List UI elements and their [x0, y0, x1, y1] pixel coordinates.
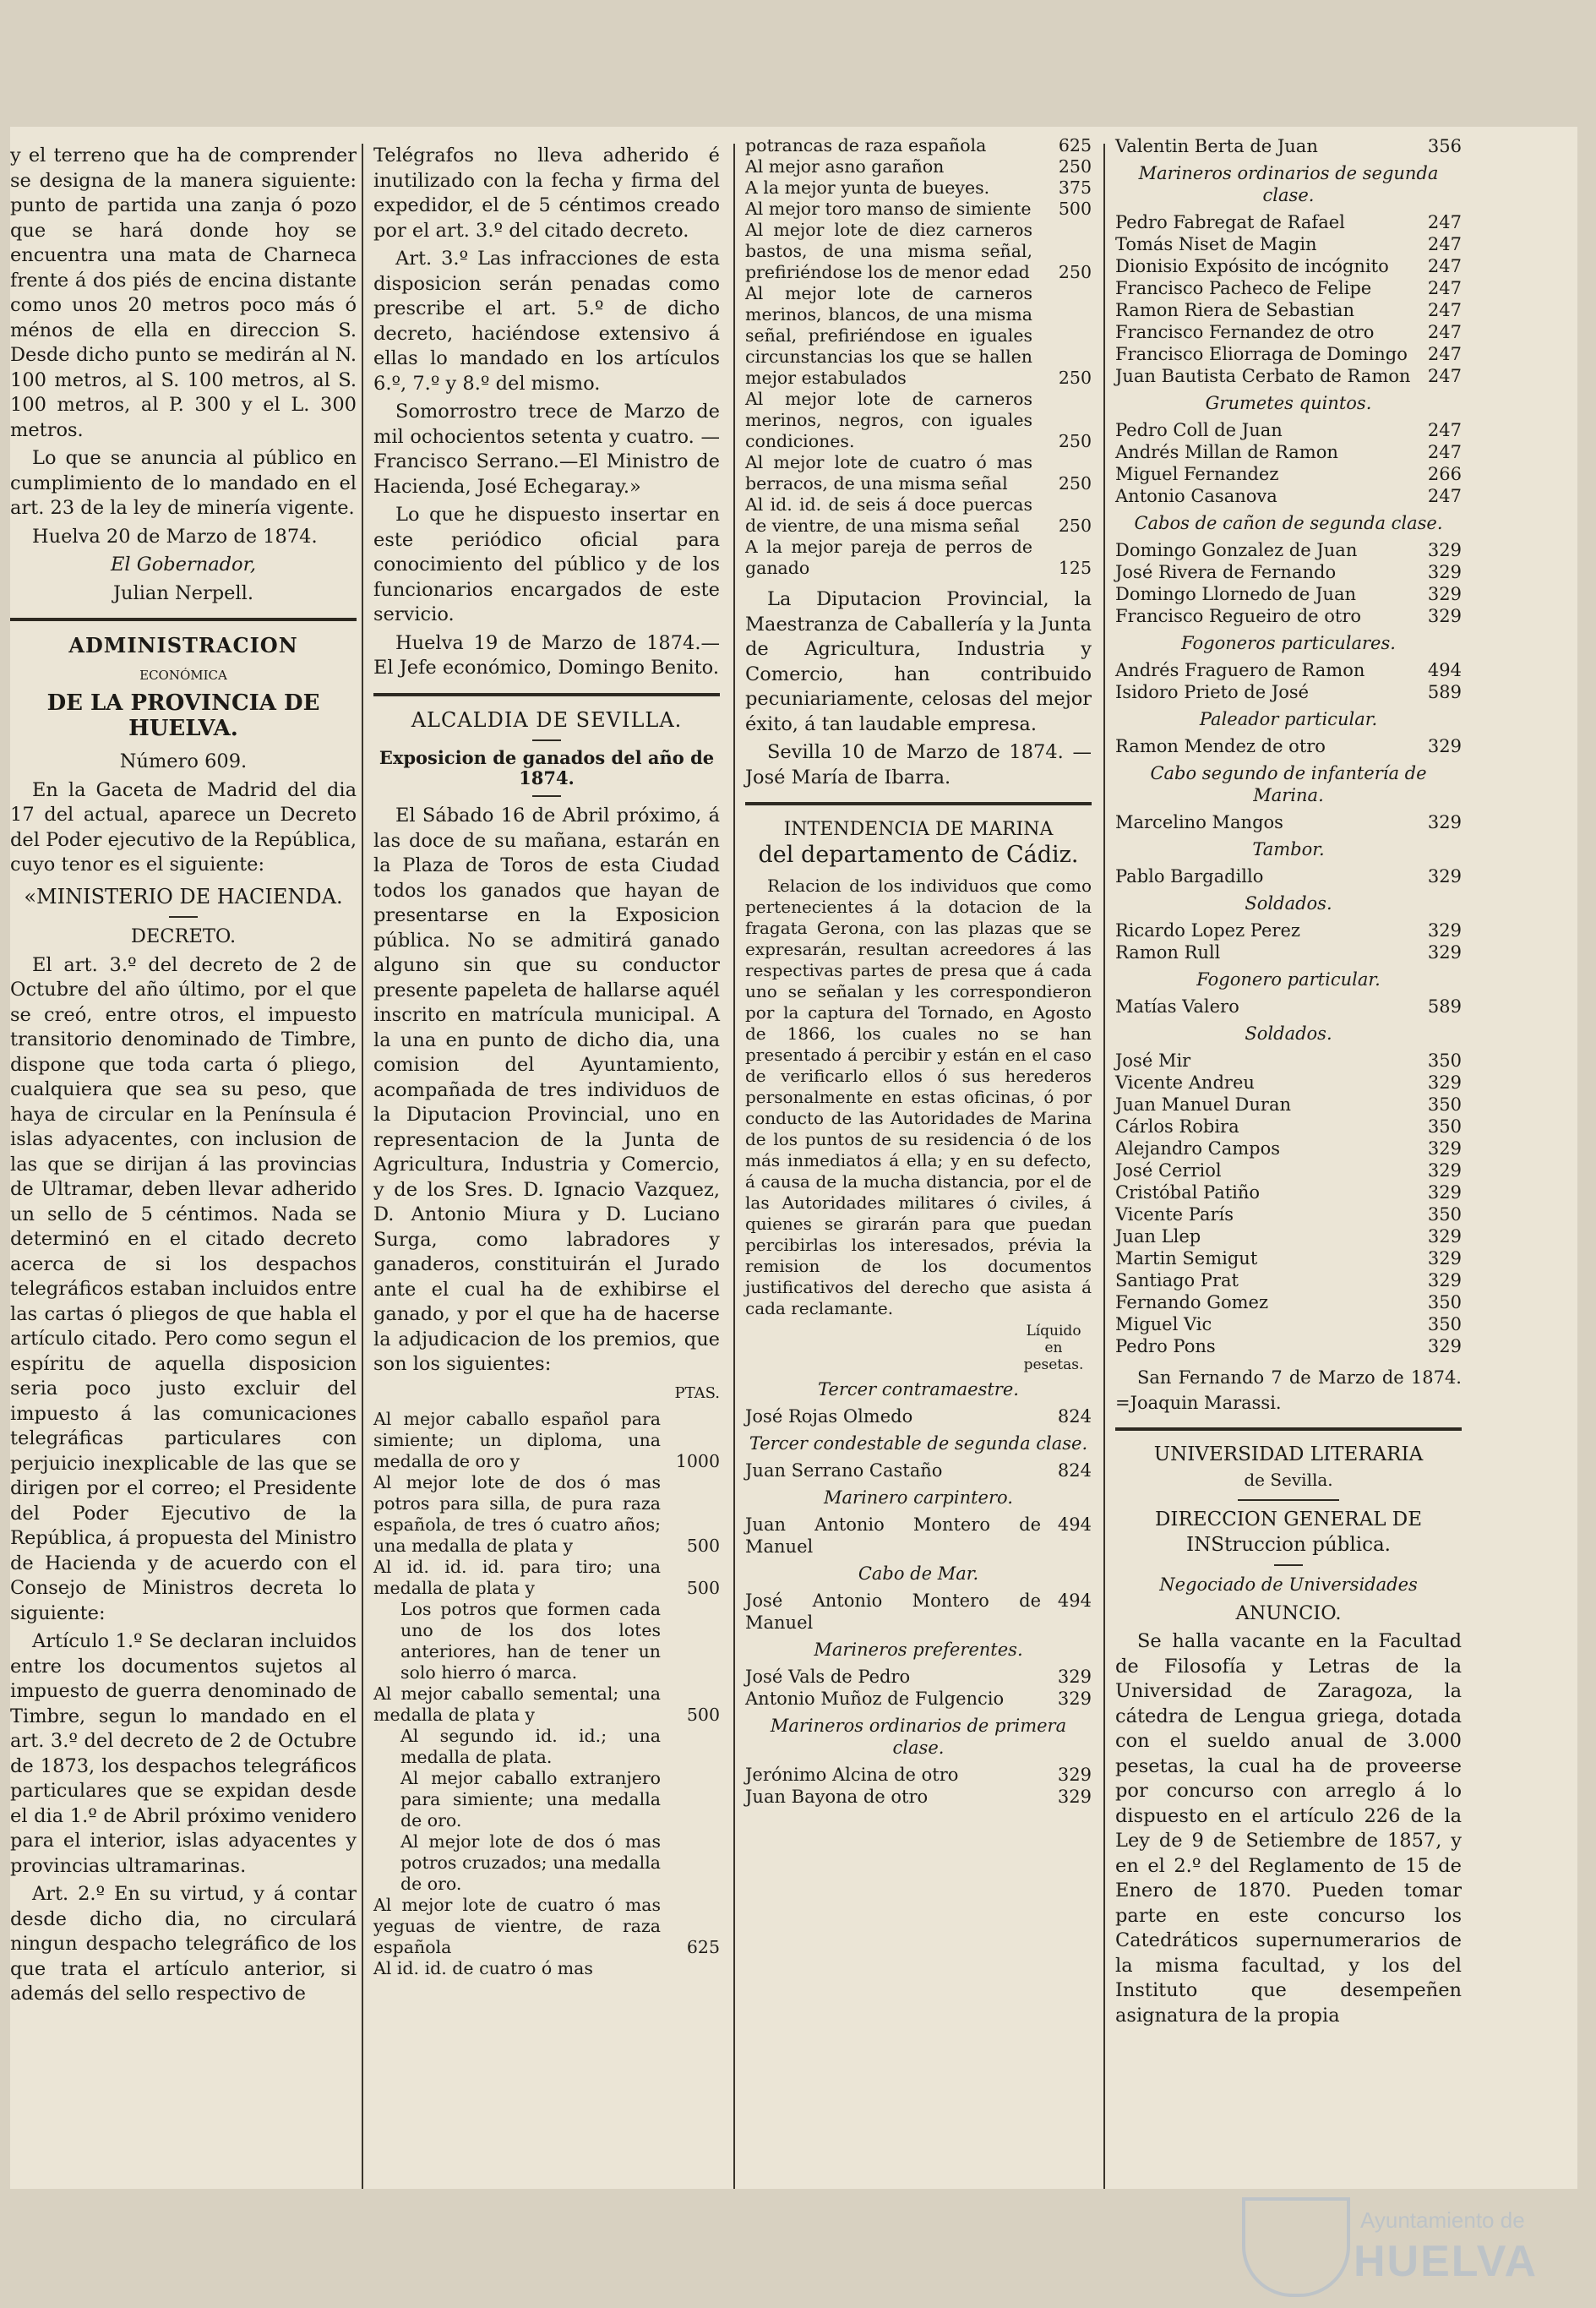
crew-name: Marcelino Mangos — [1115, 812, 1283, 832]
ptas-header: PTAS. — [674, 1383, 720, 1402]
crew-name: Francisco Pacheco de Felipe — [1115, 278, 1372, 298]
sevilla-date: Sevilla 10 de Marzo de 1874. —José María de Ibarra. — [745, 741, 1092, 788]
section-divider — [745, 802, 1092, 805]
category-heading: Cabo segundo de infantería de Marina. — [1150, 763, 1427, 805]
crew-name: José Rivera de Fernando — [1115, 562, 1337, 582]
list-item — [1115, 561, 1462, 583]
list-item — [1115, 865, 1462, 887]
crew-name: José Cerriol — [1115, 1160, 1222, 1181]
prize-item — [745, 452, 1092, 494]
category-heading: Soldados. — [1245, 1023, 1332, 1044]
crew-amount: 329 — [1057, 1689, 1092, 1709]
crew-amount: 329 — [1427, 920, 1462, 941]
category-heading: Grumetes quintos. — [1205, 393, 1372, 413]
prize-item — [373, 1831, 720, 1895]
watermark-line2: HUELVA — [1354, 2237, 1539, 2286]
closing-line: San Fernando 7 de Marzo de 1874. =Joaquin Marassi. — [1115, 1367, 1462, 1413]
list-item — [745, 1666, 1092, 1688]
crew-amount: 329 — [1057, 1765, 1092, 1785]
crew-name: Pablo Bargadillo — [1115, 866, 1264, 887]
crew-amount: 266 — [1427, 464, 1462, 484]
signer-name: Julian Nerpell. — [113, 581, 253, 604]
mining-text: y el terreno que ha de comprender se designa de la manera siguiente: punto de partida una zanja ó pozo que se hará donde hoy se encuentra una mata de Charneca frente á dos piés de encina distante como unos 20 metros poco más ó ménos de ella en direccion S. Desde dicho punto se medirán al N. 100 metros, al S. 100 metros, al S. 100 metros, al P. 300 y el L. 300 metros. — [10, 145, 357, 441]
list-item — [1115, 811, 1462, 833]
diputacion-text: La Diputacion Provincial, la Maestranza de Caballería y la Junta de Agricultura, Industria y Comercio, han contribuido pecuniariamente, celosas del mejor éxito, á tan laudable empresa. — [745, 588, 1092, 735]
ministry-heading: «MINISTERIO DE HACIENDA. — [24, 884, 343, 908]
crew-amount: 350 — [1427, 1094, 1462, 1115]
prize-text: Al mejor caballo extranjero para simiente; una medalla de oro. — [400, 1768, 661, 1831]
prize-value: 250 — [1058, 156, 1092, 177]
prize-value: 250 — [1058, 516, 1092, 536]
dash-divider — [1238, 1499, 1339, 1501]
list-item: Valentin Berta de Juan 356 — [1115, 136, 1462, 156]
dash-divider — [1274, 1564, 1303, 1566]
crew-name: Dionisio Expósito de incógnito — [1115, 256, 1389, 276]
prize-text: Al mejor lote de carneros merinos, blancos, de una misma señal, prefiriéndose en iguales circunstancias los que se hallen mejor estabulados — [745, 283, 1032, 388]
crew-name: Matías Valero — [1115, 996, 1239, 1017]
crew-amount: 329 — [1427, 1182, 1462, 1203]
section-subheading: ECONÓMICA — [139, 667, 227, 683]
crew-name: Francisco Regueiro de otro — [1115, 606, 1362, 626]
exposition-text: El Sábado 16 de Abril próximo, á las doce de su mañana, estarán en la Plaza de Toros de esta Ciudad todos los ganados que hayan de presentarse en la Exposicion pública. No se admitirá ganado alguno sin que su conductor presente papeleta de hallarse aquél inscrito en matrícula municipal. A la una en punto de dicho dia, una comision del Ayuntamiento, acompañada de tres individuos de la Diputacion Provincial, uno en representacion de la Junta de Agricultura, Industria y Comercio, y de los Sres. D. Ignacio Vazquez, D. Antonio Miura y D. Luciano Surga, como labradores y ganaderos, constituirán el Jurado ante el cual ha de exhibirse el ganado, y por el que ha de hacerse la adjudicacion de los premios, que son los siguientes: — [373, 805, 720, 1375]
list-item — [1115, 419, 1462, 441]
prize-text: Al id. id. id. para tiro; una medalla de plata y — [373, 1557, 661, 1598]
crew-list — [1115, 162, 1462, 1357]
prize-item — [373, 1409, 720, 1472]
crew-amount: 329 — [1427, 1336, 1462, 1356]
crew-name: Ramon Mendez de otro — [1115, 736, 1326, 756]
prize-text: potrancas de raza española — [745, 135, 987, 156]
crew-name: Jerónimo Alcina de otro — [745, 1765, 959, 1785]
crew-name: Juan Manuel Duran — [1115, 1094, 1292, 1115]
list-item — [1115, 485, 1462, 507]
crew-name: Ramon Riera de Sebastian — [1115, 300, 1355, 320]
column-rule — [1103, 144, 1105, 2189]
prize-item — [373, 1726, 720, 1768]
negociado-heading: Negociado de Universidades — [1159, 1574, 1418, 1595]
category-heading: Fogoneros particulares. — [1181, 633, 1396, 653]
crew-name: Tomás Niset de Magin — [1115, 234, 1317, 254]
crew-amount: 247 — [1427, 344, 1462, 364]
crew-name: Cristóbal Patiño — [1115, 1182, 1261, 1203]
crew-amount: 329 — [1427, 1270, 1462, 1290]
category-heading: Fogonero particular. — [1196, 969, 1381, 990]
crew-name: Santiago Prat — [1115, 1270, 1239, 1290]
list-item — [1115, 941, 1462, 963]
exposition-title: Exposicion de ganados del año de 1874. — [379, 747, 715, 788]
prize-item — [373, 1599, 720, 1683]
list-item — [745, 1514, 1092, 1558]
prize-text: Al mejor lote de dos ó mas potros para silla, de pura raza española, de tres ó cuatro años; una medalla de plata y — [373, 1472, 661, 1556]
crew-amount: 329 — [1427, 1072, 1462, 1093]
crew-name: Antonio Muñoz de Fulgencio — [745, 1689, 1005, 1709]
crew-name: Juan Bautista Cerbato de Ramon — [1115, 366, 1411, 386]
section-divider — [1115, 1427, 1462, 1431]
crew-amount: 247 — [1427, 322, 1462, 342]
crew-amount: 329 — [1427, 736, 1462, 756]
list-item — [1115, 255, 1462, 277]
intendencia-heading: INTENDENCIA DE MARINA — [783, 819, 1054, 840]
category-heading: Tercer condestable de segunda clase. — [749, 1433, 1088, 1454]
crew-name: Juan Bayona de otro — [745, 1787, 929, 1807]
sevilla-subheading: de Sevilla. — [1244, 1469, 1333, 1490]
crew-name: Domingo Llornedo de Juan — [1115, 584, 1356, 604]
crew-amount: 329 — [1427, 584, 1462, 604]
crew-amount: 589 — [1427, 682, 1462, 702]
list-item — [1115, 1094, 1462, 1116]
direccion-heading: DIRECCION GENERAL DE INStruccion pública. — [1154, 1509, 1423, 1556]
prize-text: Al mejor caballo semental; una medalla de plata y — [373, 1683, 661, 1725]
crew-name: Andrés Millan de Ramon — [1115, 442, 1338, 462]
list-item — [1115, 441, 1462, 463]
crew-amount: 247 — [1427, 300, 1462, 320]
crew-amount: 247 — [1427, 212, 1462, 232]
prize-text: Al mejor toro manso de simiente — [745, 199, 1032, 219]
crew-name: Andrés Fraguero de Ramon — [1115, 660, 1365, 680]
category-heading: Soldados. — [1245, 893, 1332, 914]
list-item — [1115, 299, 1462, 321]
category-heading: Marineros ordinarios de primera clase. — [770, 1716, 1067, 1758]
prize-item — [373, 1895, 720, 1958]
decree-cont: Telégrafos no lleva adherido é inutilizado con la fecha y firma del expedidor, el de 5 céntimos creado por el art. 3.º del citado decreto. — [373, 145, 720, 242]
crew-name: Martin Semigut — [1115, 1248, 1258, 1269]
list-item — [745, 1590, 1092, 1634]
list-item — [1115, 1072, 1462, 1094]
crew-list — [745, 1378, 1092, 1808]
list-item — [1115, 1138, 1462, 1159]
prize-text: A la mejor yunta de bueyes. — [745, 177, 990, 198]
crew-name: Vicente Andreu — [1115, 1072, 1255, 1093]
prize-value: 250 — [1058, 262, 1092, 282]
prize-value: 1000 — [675, 1451, 720, 1471]
list-item — [1115, 277, 1462, 299]
category-heading: Marineros ordinarios de segunda clase. — [1138, 163, 1439, 205]
crew-amount: 247 — [1427, 256, 1462, 276]
list-item — [745, 1786, 1092, 1808]
crew-amount: 247 — [1427, 486, 1462, 506]
prize-text: Al mejor lote de dos ó mas potros cruzados; una medalla de oro. — [400, 1831, 661, 1894]
column-4 — [1115, 135, 1462, 2032]
prize-text: Al mejor lote de carneros merinos, negros, con iguales condiciones. — [745, 389, 1032, 451]
signer-role: El Gobernador, — [110, 554, 257, 576]
crew-name: Isidoro Prieto de José — [1115, 682, 1310, 702]
watermark-logo — [1242, 2197, 1580, 2290]
prize-item — [745, 199, 1092, 220]
crew-amount: 329 — [1427, 1226, 1462, 1247]
prize-item — [745, 135, 1092, 156]
prize-value: 250 — [1058, 431, 1092, 451]
alcaldia-heading: ALCALDIA DE SEVILLA. — [411, 707, 683, 732]
prize-item — [373, 1472, 720, 1557]
crew-amount: 329 — [1427, 606, 1462, 626]
prize-text: Al id. id. de seis á doce puercas de vientre, de una misma señal — [745, 494, 1032, 536]
prize-item — [373, 1958, 720, 1979]
crew-name: Juan Serrano Castaño — [745, 1460, 943, 1481]
crew-name: Francisco Eliorraga de Domingo — [1115, 344, 1408, 364]
crew-amount: 329 — [1427, 540, 1462, 560]
crew-amount: 494 — [1057, 1514, 1092, 1535]
crew-name: José Vals de Pedro — [745, 1667, 911, 1687]
crew-amount: 247 — [1427, 278, 1462, 298]
list-item — [745, 1460, 1092, 1481]
crew-name: Ricardo Lopez Perez — [1115, 920, 1300, 941]
anuncio-heading: ANUNCIO. — [1235, 1601, 1342, 1624]
prize-value: 375 — [1058, 177, 1092, 198]
prize-value: 500 — [686, 1578, 720, 1598]
crew-name: Francisco Fernandez de otro — [1115, 322, 1375, 342]
crew-name: Fernando Gomez — [1115, 1292, 1269, 1312]
prize-item — [745, 156, 1092, 177]
list-item — [1115, 1335, 1462, 1357]
list-item — [1115, 735, 1462, 757]
section-divider — [373, 693, 720, 696]
section-heading-province: DE LA PROVINCIA DE HUELVA. — [46, 690, 320, 741]
list-item — [1115, 233, 1462, 255]
crew-amount: 329 — [1427, 1138, 1462, 1159]
category-heading: Tambor. — [1252, 839, 1325, 859]
crew-amount: 329 — [1427, 942, 1462, 963]
gaceta-text: En la Gaceta de Madrid del dia 17 del actual, aparece un Decreto del Poder ejecutivo de la República, cuyo tenor es el siguiente: — [10, 778, 357, 876]
list-item — [745, 1764, 1092, 1786]
prize-item — [373, 1557, 720, 1599]
prize-value: 250 — [1058, 473, 1092, 494]
insert-note: Lo que he dispuesto insertar en este periódico oficial para conocimiento del público y de los funcionarios encargados de este servicio. — [373, 504, 720, 625]
list-item — [1115, 211, 1462, 233]
prize-item — [745, 389, 1092, 452]
category-heading: Marineros preferentes. — [814, 1640, 1023, 1660]
prize-text: A la mejor pareja de perros de ganado — [745, 537, 1032, 578]
crew-amount: 350 — [1427, 1292, 1462, 1312]
section-heading: ADMINISTRACION — [68, 633, 298, 657]
date-line: Huelva 20 de Marzo de 1874. — [32, 525, 318, 548]
prize-value: 500 — [686, 1536, 720, 1556]
list-item — [1115, 1313, 1462, 1335]
prize-text: Al segundo id. id.; una medalla de plata. — [400, 1726, 661, 1767]
list-item — [1115, 321, 1462, 343]
prize-value: 500 — [1058, 199, 1092, 219]
prize-value: 625 — [1058, 135, 1092, 156]
prize-list — [745, 135, 1092, 579]
prize-item — [745, 494, 1092, 537]
crew-amount: 824 — [1057, 1460, 1092, 1481]
list-item — [1115, 996, 1462, 1018]
list-item — [1115, 681, 1462, 703]
list-item — [1115, 1247, 1462, 1269]
crew-name: Juan Antonio Montero de Manuel — [745, 1514, 1041, 1557]
prize-value: 250 — [1058, 368, 1092, 388]
dash-divider — [169, 916, 198, 918]
relacion-text: Relacion de los individuos que como pertenecientes á la dotacion de la fragata Gerona, con las plazas que se expresarán, resultan acreedores á las respectivas partes de presa que á cada uno se señalan y les correspondieron por la captura del Tornado, en Agosto de 1866, los cuales no se han presentado á percibir y están en el caso de verificarlo ellos ó sus herederos personalmente en estas oficinas, ó por conducto de las Autoridades de Marina de los puntos de su residencia ó de los más inmediatos á ella; y en su defecto, á causa de la mucha distancia, por el de las Autoridades militares ó civiles, á quienes se girarán para que puedan percibirlas los interesados, prévia la remision de los documentos justificativos del derecho que asista á cada reclamante. — [745, 876, 1092, 1318]
prize-list — [373, 1409, 720, 1979]
watermark-line1: Ayuntamiento de — [1360, 2207, 1525, 2233]
crew-name: Pedro Fabregat de Rafael — [1115, 212, 1345, 232]
departamento-heading: del departamento de Cádiz. — [758, 841, 1079, 868]
prize-text: Al mejor lote de cuatro ó mas berracos, de una misma señal — [745, 452, 1032, 494]
crew-name: Ramon Rull — [1115, 942, 1221, 963]
list-item — [1115, 1291, 1462, 1313]
category-heading: Cabos de cañon de segunda clase. — [1134, 513, 1443, 533]
prize-text: Al mejor lote de cuatro ó mas yeguas de vientre, de raza española — [373, 1895, 661, 1957]
list-item — [1115, 365, 1462, 387]
list-item — [1115, 919, 1462, 941]
huelva-date: Huelva 19 de Marzo de 1874.— El Jefe económico, Domingo Benito. — [373, 631, 720, 679]
crew-amount: 329 — [1427, 1160, 1462, 1181]
list-item — [1115, 1269, 1462, 1291]
crew-amount: 329 — [1427, 812, 1462, 832]
prize-item — [373, 1768, 720, 1831]
article-1: Artículo 1.º Se declaran incluidos entre los documentos sujetos al impuesto de guerra denominado de Timbre, segun lo mandado en el art. 3.º del decreto de 2 de Octubre de 1873, los despachos telegráficos particulares que se expidan desde el dia 1.º de Abril próximo venidero para el interior, islas adyacentes y provincias ultramarinas. — [10, 1630, 357, 1877]
dash-divider — [532, 795, 561, 797]
crew-name: Juan Llep — [1115, 1226, 1201, 1247]
crew-name: Alejandro Campos — [1115, 1138, 1281, 1159]
category-heading: Marinero carpintero. — [824, 1487, 1013, 1508]
crew-amount: 329 — [1427, 866, 1462, 887]
list-item — [1115, 539, 1462, 561]
crew-amount: 350 — [1427, 1116, 1462, 1137]
crew-name: Miguel Vic — [1115, 1314, 1212, 1334]
section-divider — [10, 618, 357, 621]
crew-amount: 247 — [1427, 420, 1462, 440]
crew-name: José Mir — [1115, 1050, 1191, 1071]
list-item — [1115, 1116, 1462, 1138]
column-2 — [373, 144, 720, 1979]
prize-item — [745, 537, 1092, 579]
crew-name: Pedro Coll de Juan — [1115, 420, 1283, 440]
column-rule — [362, 144, 363, 2189]
list-item — [1115, 605, 1462, 627]
prize-text: Al id. id. de cuatro ó mas — [373, 1958, 593, 1978]
list-item — [1115, 1159, 1462, 1181]
crew-amount: 329 — [1427, 562, 1462, 582]
crew-name: Domingo Gonzalez de Juan — [1115, 540, 1358, 560]
list-item — [745, 1688, 1092, 1710]
prize-text: Al mejor caballo español para simiente; un diploma, una medalla de oro y — [373, 1409, 661, 1471]
list-item — [1115, 1050, 1462, 1072]
list-item — [1115, 1181, 1462, 1203]
crew-amount: 350 — [1427, 1204, 1462, 1225]
crew-amount: 589 — [1427, 996, 1462, 1017]
category-heading: Paleador particular. — [1199, 709, 1378, 729]
decree-text: El art. 3.º del decreto de 2 de Octubre del año último, por el que se creó, entre otros, el impuesto transitorio denominado de Timbre, dispone que toda carta ó pliego, cualquiera que sea su peso, que haya de circular en la Península é islas adyacentes, con inclusion de las que se dirijan á las provincias de Ultramar, deben llevar adherido un sello de 5 céntimos. Nada se determinó en el citado decreto acerca de si los despachos telegráficos estaban incluidos entre las cartas ó pliegos de que habla el artículo citado. Pero como segun el espíritu de aquella disposicion seria poco justo excluir del impuesto á las comunicaciones telegráficas particulares con perjuicio inexplicable de las que se dirigen por el correo; el Presidente del Poder Ejecutivo de la República, á propuesta del Ministro de Hacienda y de acuerdo con el Consejo de Ministros decreta lo siguiente: — [10, 953, 357, 1624]
crew-name: Antonio Casanova — [1115, 486, 1277, 506]
crew-amount: 329 — [1427, 1248, 1462, 1269]
list-item — [1115, 583, 1462, 605]
prize-text: Al mejor asno garañon — [745, 156, 945, 177]
prize-item — [745, 283, 1092, 389]
prize-item — [373, 1683, 720, 1726]
list-item — [1115, 463, 1462, 485]
crew-name: Cárlos Robira — [1115, 1116, 1239, 1137]
prize-text: Al mejor lote de diez carneros bastos, de una misma señal, prefiriéndose los de menor edad — [745, 220, 1032, 282]
prize-text: Los potros que formen cada uno de los dos lotes anteriores, han de tener un solo hierro ó marca. — [400, 1599, 661, 1683]
crew-amount: 247 — [1427, 442, 1462, 462]
column-3 — [745, 135, 1092, 1808]
prize-item — [745, 177, 1092, 199]
column-1 — [10, 144, 357, 2011]
crew-amount: 247 — [1427, 234, 1462, 254]
column-rule — [733, 144, 735, 2189]
crew-amount: 494 — [1057, 1591, 1092, 1611]
prize-value: 125 — [1058, 558, 1092, 578]
prize-item — [745, 220, 1092, 283]
crew-amount: 329 — [1057, 1787, 1092, 1807]
article-3: Art. 3.º Las infracciones de esta disposicion serán penadas como prescribe el art. 5.º de dicho decreto, haciéndose extensivo á ellas lo mandado en los artículos 6.º, 7.º y 8.º del mismo. — [373, 248, 720, 395]
announcement-text: Lo que se anuncia al público en cumplimiento de lo mandado en el art. 23 de la ley de minería vigente. — [10, 447, 357, 519]
shield-icon — [1242, 2197, 1350, 2297]
list-item — [745, 1405, 1092, 1427]
crew-name: Pedro Pons — [1115, 1336, 1216, 1356]
crew-name: Vicente París — [1115, 1204, 1234, 1225]
prize-value: 500 — [686, 1705, 720, 1725]
prize-value: 625 — [686, 1937, 720, 1957]
list-item — [1115, 1203, 1462, 1225]
crew-name: Miguel Fernandez — [1115, 464, 1279, 484]
decree-signature: Somorrostro trece de Marzo de mil ochocientos setenta y cuatro. —Francisco Serrano.—El Ministro de Hacienda, José Echegaray.» — [373, 401, 720, 498]
list-item — [1115, 1225, 1462, 1247]
article-2: Art. 2.º En su virtud, y á contar desde dicho dia, no circulará ningun despacho telegráfico de los que trata el artículo anterior, si además del sello respectivo de — [10, 1883, 357, 2005]
number-line: Número 609. — [119, 750, 248, 772]
crew-amount: 350 — [1427, 1050, 1462, 1071]
category-heading: Tercer contramaestre. — [818, 1379, 1019, 1400]
crew-amount: 494 — [1427, 660, 1462, 680]
liquido-header: Líquido en pesetas. — [1023, 1323, 1084, 1373]
crew-name: José Antonio Montero de Manuel — [745, 1591, 1041, 1633]
crew-name: José Rojas Olmedo — [745, 1406, 913, 1427]
list-item — [1115, 659, 1462, 681]
anuncio-text: Se halla vacante en la Facultad de Filosofía y Letras de la Universidad de Zaragoza, la cátedra de Lengua griega, dotada con el sueldo anual de 3.000 pesetas, la cual ha de proveerse por concurso con arreglo á lo dispuesto en el artículo 226 de la Ley de 9 de Setiembre de 1857, y en el 2.º del Reglamento de 15 de Enero de 1870. Pueden tomar parte en este concurso los Catedráticos supernumerarios de la misma facultad, y los del Instituto que desempeñen asignatura de la propia — [1115, 1630, 1462, 2027]
crew-amount: 247 — [1427, 366, 1462, 386]
decree-heading: DECRETO. — [130, 925, 237, 947]
category-heading: Cabo de Mar. — [858, 1563, 979, 1584]
list-item — [1115, 343, 1462, 365]
dash-divider — [532, 739, 561, 741]
universidad-heading: UNIVERSIDAD LITERARIA — [1153, 1443, 1424, 1465]
crew-amount: 824 — [1057, 1406, 1092, 1427]
crew-amount: 329 — [1057, 1667, 1092, 1687]
crew-amount: 350 — [1427, 1314, 1462, 1334]
